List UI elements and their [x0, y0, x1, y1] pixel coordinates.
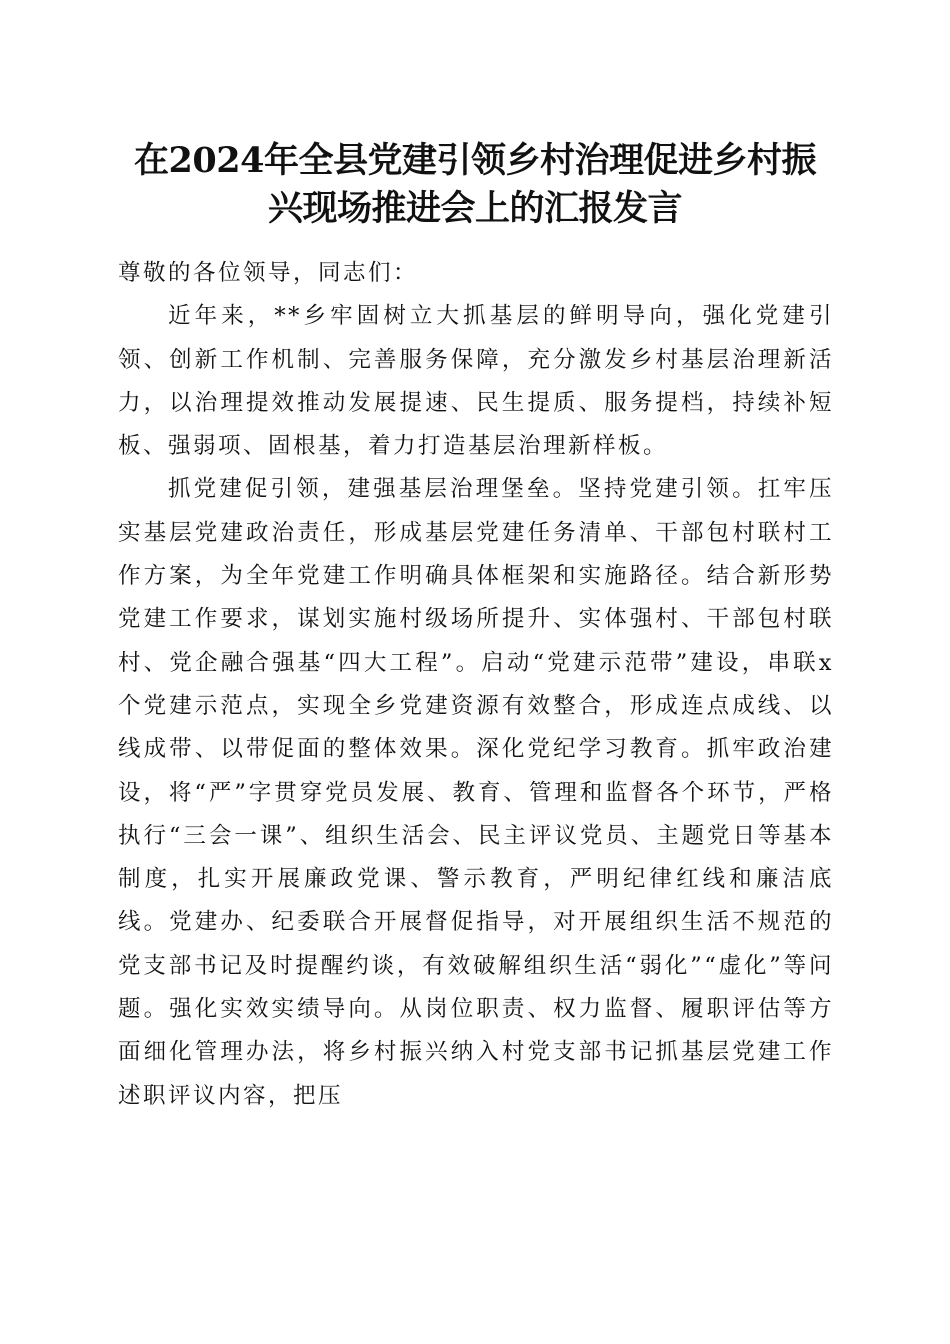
- document-title: [100, 137, 850, 233]
- paragraph-party-building: 抓党建促引领，建强基层治理堡垒。坚持党建引领。扛牢压实基层党建政治责任，形成基层党建任务清单、干部包村联村工作方案，为全年党建工作明确具体框架和实施路径。结合新形势党建工作要求，谋划实施村级场所提升、实体强村、干部包村联村、党企融合强基“四大工程”。启动“党建示范带”建设，串联x个党建示范点，实现全乡党建资源有效整合，形成连点成线、以线成带、以带促面的整体效果。深化党纪学习教育。抓牢政治建设，将“严”字贯穿党员发展、教育、管理和监督各个环节，严格执行“三会一课”、组织生活会、民主评议党员、主题党日等基本制度，扎实开展廉政党课、警示教育，严明纪律红线和廉洁底线。党建办、纪委联合开展督促指导，对开展组织生活不规范的党支部书记及时提醒约谈，有效破解组织生活“弱化”“虚化”等问题。强化实效实绩导向。从岗位职责、权力监督、履职评估等方面细化管理办法，将乡村振兴纳入村党支部书记抓基层党建工作述职评议内容，把压: [118, 476, 834, 1109]
- title-line-1: 在2024年全县党建引领乡村治理促进乡村振: [134, 140, 816, 181]
- salutation: 尊敬的各位领导，同志们：: [118, 260, 419, 286]
- paragraph-intro: 近年来，**乡牢固树立大抓基层的鲜明导向，强化党建引领、创新工作机制、完善服务保障，充分激发乡村基层治理新活力，以治理提效推动发展提速、民生提质、服务提档，持续补短板、强弱项、固根基，着力打造基层治理新样板。: [118, 303, 834, 460]
- title-line-2: 兴现场推进会上的汇报发言: [267, 188, 682, 229]
- document-body: [118, 252, 834, 1118]
